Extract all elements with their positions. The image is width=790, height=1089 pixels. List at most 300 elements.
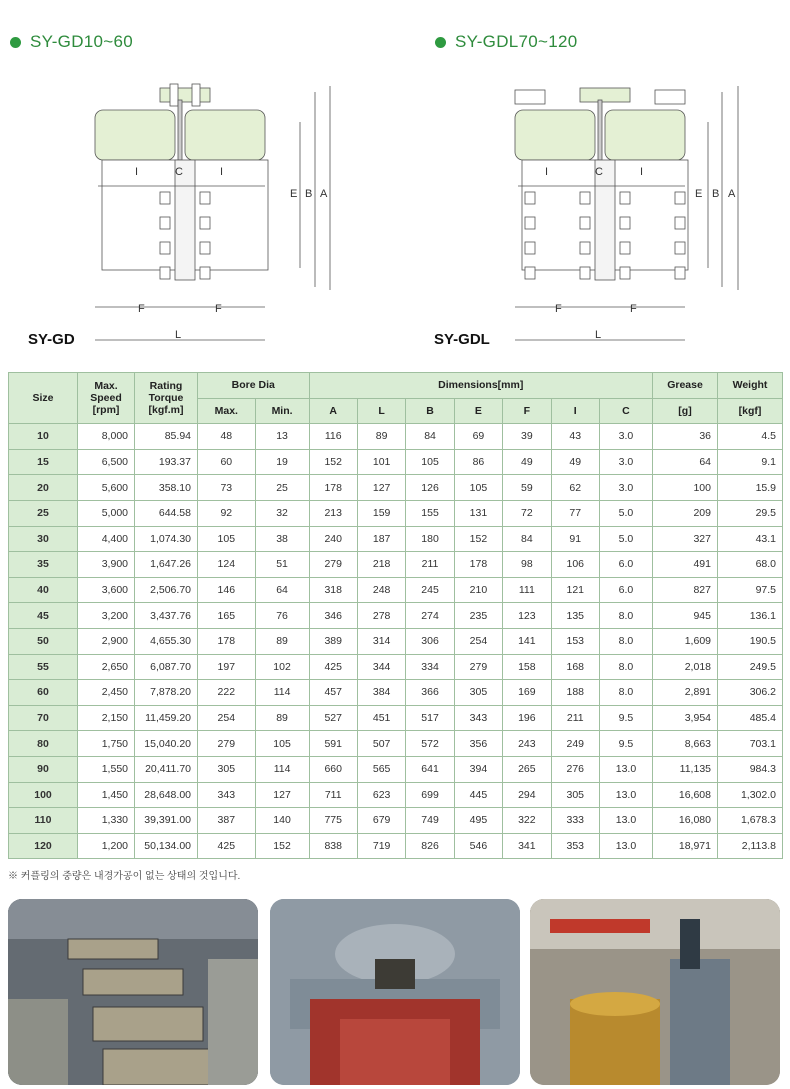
table-cell: 984.3 bbox=[718, 756, 783, 782]
table-cell: 305 bbox=[551, 782, 599, 808]
table-cell: 100 bbox=[9, 782, 78, 808]
table-row bbox=[9, 833, 783, 859]
table-cell: 6,500 bbox=[78, 449, 135, 475]
table-cell: 193.37 bbox=[135, 449, 198, 475]
table-cell: 591 bbox=[309, 731, 357, 757]
table-row bbox=[9, 577, 783, 603]
table-cell: 49 bbox=[551, 449, 599, 475]
table-cell: 28,648.00 bbox=[135, 782, 198, 808]
table-cell: 457 bbox=[309, 680, 357, 706]
table-cell: 517 bbox=[406, 705, 454, 731]
series-header-left bbox=[10, 32, 133, 52]
series-header-right bbox=[435, 32, 578, 52]
table-cell: 49 bbox=[503, 449, 551, 475]
table-cell: 507 bbox=[357, 731, 405, 757]
table-cell: 495 bbox=[454, 808, 502, 834]
dim-label-a: A bbox=[320, 188, 328, 200]
table-cell: 3,437.76 bbox=[135, 603, 198, 629]
table-cell: 209 bbox=[653, 500, 718, 526]
table-cell: 240 bbox=[309, 526, 357, 552]
table-cell: 36 bbox=[653, 424, 718, 450]
table-cell: 30 bbox=[9, 526, 78, 552]
table-row bbox=[9, 731, 783, 757]
table-cell: 72 bbox=[503, 500, 551, 526]
table-cell: 187 bbox=[357, 526, 405, 552]
table-row bbox=[9, 756, 783, 782]
table-cell: 120 bbox=[9, 833, 78, 859]
table-cell: 1,550 bbox=[78, 756, 135, 782]
col-weight: Weight bbox=[718, 373, 783, 399]
table-cell: 1,330 bbox=[78, 808, 135, 834]
table-cell: 39,391.00 bbox=[135, 808, 198, 834]
table-cell: 15 bbox=[9, 449, 78, 475]
dim-label-c: C bbox=[595, 166, 603, 178]
table-cell: 101 bbox=[357, 449, 405, 475]
table-cell: 294 bbox=[503, 782, 551, 808]
table-cell: 9.5 bbox=[599, 731, 652, 757]
spec-table bbox=[8, 372, 783, 859]
table-cell: 64 bbox=[255, 577, 309, 603]
col-dimensions: Dimensions[mm] bbox=[309, 373, 652, 399]
table-cell: 838 bbox=[309, 833, 357, 859]
table-cell: 491 bbox=[653, 552, 718, 578]
table-cell: 1,302.0 bbox=[718, 782, 783, 808]
table-cell: 318 bbox=[309, 577, 357, 603]
table-cell: 343 bbox=[454, 705, 502, 731]
table-cell: 38 bbox=[255, 526, 309, 552]
col-torque: Rating Torque [kgf.m] bbox=[135, 373, 198, 424]
col-grease: Grease bbox=[653, 373, 718, 399]
photo-coupling-line bbox=[8, 899, 258, 1085]
drawing-label-sy-gd: SY-GD bbox=[28, 331, 75, 348]
table-cell: 826 bbox=[406, 833, 454, 859]
table-cell: 89 bbox=[357, 424, 405, 450]
table-cell: 314 bbox=[357, 628, 405, 654]
table-cell: 29.5 bbox=[718, 500, 783, 526]
table-cell: 178 bbox=[454, 552, 502, 578]
table-row bbox=[9, 808, 783, 834]
table-cell: 344 bbox=[357, 654, 405, 680]
table-cell: 165 bbox=[198, 603, 256, 629]
table-cell: 126 bbox=[406, 475, 454, 501]
table-cell: 190.5 bbox=[718, 628, 783, 654]
table-cell: 679 bbox=[357, 808, 405, 834]
table-cell: 546 bbox=[454, 833, 502, 859]
table-cell: 333 bbox=[551, 808, 599, 834]
table-cell: 69 bbox=[454, 424, 502, 450]
table-cell: 279 bbox=[454, 654, 502, 680]
table-cell: 43 bbox=[551, 424, 599, 450]
table-cell: 152 bbox=[255, 833, 309, 859]
table-cell: 9.1 bbox=[718, 449, 783, 475]
table-cell: 254 bbox=[454, 628, 502, 654]
table-cell: 105 bbox=[198, 526, 256, 552]
table-cell: 178 bbox=[198, 628, 256, 654]
table-cell: 178 bbox=[309, 475, 357, 501]
table-row bbox=[9, 526, 783, 552]
table-cell: 2,891 bbox=[653, 680, 718, 706]
dim-label-f: F bbox=[555, 303, 562, 315]
table-cell: 1,609 bbox=[653, 628, 718, 654]
table-cell: 40 bbox=[9, 577, 78, 603]
table-cell: 5,600 bbox=[78, 475, 135, 501]
dim-label-e: E bbox=[695, 188, 703, 200]
table-cell: 90 bbox=[9, 756, 78, 782]
table-cell: 18,971 bbox=[653, 833, 718, 859]
table-cell: 15.9 bbox=[718, 475, 783, 501]
table-cell: 180 bbox=[406, 526, 454, 552]
table-cell: 254 bbox=[198, 705, 256, 731]
table-row bbox=[9, 680, 783, 706]
series-title-left: SY-GD10~60 bbox=[30, 32, 134, 51]
table-cell: 749 bbox=[406, 808, 454, 834]
table-cell: 210 bbox=[454, 577, 502, 603]
weight-note: ※ 커플링의 중량은 내경가공이 없는 상태의 것입니다. bbox=[8, 871, 241, 882]
col-grease-unit: [g] bbox=[653, 398, 718, 424]
table-cell: 136.1 bbox=[718, 603, 783, 629]
table-cell: 306 bbox=[406, 628, 454, 654]
table-cell: 305 bbox=[454, 680, 502, 706]
table-cell: 451 bbox=[357, 705, 405, 731]
table-row bbox=[9, 424, 783, 450]
table-cell: 699 bbox=[406, 782, 454, 808]
table-cell: 196 bbox=[503, 705, 551, 731]
table-cell: 68.0 bbox=[718, 552, 783, 578]
dim-label-f: F bbox=[215, 303, 222, 315]
table-cell: 11,135 bbox=[653, 756, 718, 782]
table-cell: 265 bbox=[503, 756, 551, 782]
table-cell: 222 bbox=[198, 680, 256, 706]
table-cell: 5.0 bbox=[599, 526, 652, 552]
table-cell: 43.1 bbox=[718, 526, 783, 552]
table-row bbox=[9, 552, 783, 578]
table-cell: 6,087.70 bbox=[135, 654, 198, 680]
table-cell: 32 bbox=[255, 500, 309, 526]
table-cell: 140 bbox=[255, 808, 309, 834]
table-cell: 306.2 bbox=[718, 680, 783, 706]
table-cell: 59 bbox=[503, 475, 551, 501]
table-cell: 274 bbox=[406, 603, 454, 629]
table-cell: 3,954 bbox=[653, 705, 718, 731]
table-cell: 76 bbox=[255, 603, 309, 629]
table-cell: 8,000 bbox=[78, 424, 135, 450]
table-cell: 2,506.70 bbox=[135, 577, 198, 603]
table-cell: 123 bbox=[503, 603, 551, 629]
drawing-label-sy-gdl: SY-GDL bbox=[434, 331, 490, 348]
table-cell: 105 bbox=[454, 475, 502, 501]
table-cell: 5.0 bbox=[599, 500, 652, 526]
table-cell: 827 bbox=[653, 577, 718, 603]
table-cell: 322 bbox=[503, 808, 551, 834]
col-c: C bbox=[599, 398, 652, 424]
table-cell: 4.5 bbox=[718, 424, 783, 450]
table-cell: 249 bbox=[551, 731, 599, 757]
table-cell: 8,663 bbox=[653, 731, 718, 757]
col-a: A bbox=[309, 398, 357, 424]
table-cell: 1,450 bbox=[78, 782, 135, 808]
table-cell: 169 bbox=[503, 680, 551, 706]
dim-label-b: B bbox=[305, 188, 313, 200]
table-cell: 116 bbox=[309, 424, 357, 450]
table-cell: 153 bbox=[551, 628, 599, 654]
table-cell: 213 bbox=[309, 500, 357, 526]
bullet-icon bbox=[435, 37, 446, 48]
table-cell: 127 bbox=[357, 475, 405, 501]
table-cell: 334 bbox=[406, 654, 454, 680]
table-cell: 13.0 bbox=[599, 833, 652, 859]
table-cell: 425 bbox=[309, 654, 357, 680]
table-cell: 13.0 bbox=[599, 782, 652, 808]
table-cell: 98 bbox=[503, 552, 551, 578]
table-cell: 235 bbox=[454, 603, 502, 629]
col-bore-min: Min. bbox=[255, 398, 309, 424]
table-cell: 159 bbox=[357, 500, 405, 526]
table-cell: 305 bbox=[198, 756, 256, 782]
spec-table-body bbox=[9, 424, 783, 859]
table-cell: 13.0 bbox=[599, 808, 652, 834]
table-cell: 5,000 bbox=[78, 500, 135, 526]
table-cell: 279 bbox=[198, 731, 256, 757]
table-cell: 445 bbox=[454, 782, 502, 808]
table-cell: 152 bbox=[309, 449, 357, 475]
table-cell: 60 bbox=[9, 680, 78, 706]
table-cell: 425 bbox=[198, 833, 256, 859]
table-cell: 102 bbox=[255, 654, 309, 680]
photo-fan-installation bbox=[270, 899, 520, 1085]
table-cell: 719 bbox=[357, 833, 405, 859]
table-cell: 279 bbox=[309, 552, 357, 578]
table-cell: 85.94 bbox=[135, 424, 198, 450]
table-row bbox=[9, 500, 783, 526]
col-b: B bbox=[406, 398, 454, 424]
table-cell: 1,678.3 bbox=[718, 808, 783, 834]
dim-label-l: L bbox=[175, 329, 182, 341]
series-title-right: SY-GDL70~120 bbox=[455, 32, 578, 51]
table-cell: 80 bbox=[9, 731, 78, 757]
table-cell: 10 bbox=[9, 424, 78, 450]
table-cell: 152 bbox=[454, 526, 502, 552]
table-cell: 8.0 bbox=[599, 680, 652, 706]
table-cell: 127 bbox=[255, 782, 309, 808]
table-cell: 356 bbox=[454, 731, 502, 757]
table-row bbox=[9, 705, 783, 731]
dim-label-a: A bbox=[728, 188, 736, 200]
dim-label-i: I bbox=[640, 166, 644, 178]
table-cell: 703.1 bbox=[718, 731, 783, 757]
table-cell: 168 bbox=[551, 654, 599, 680]
table-cell: 1,750 bbox=[78, 731, 135, 757]
table-cell: 211 bbox=[406, 552, 454, 578]
table-cell: 8.0 bbox=[599, 654, 652, 680]
table-cell: 660 bbox=[309, 756, 357, 782]
dim-label-b: B bbox=[712, 188, 720, 200]
table-cell: 3.0 bbox=[599, 475, 652, 501]
table-cell: 141 bbox=[503, 628, 551, 654]
table-row bbox=[9, 628, 783, 654]
table-cell: 121 bbox=[551, 577, 599, 603]
table-cell: 245 bbox=[406, 577, 454, 603]
table-cell: 1,647.26 bbox=[135, 552, 198, 578]
table-cell: 485.4 bbox=[718, 705, 783, 731]
table-cell: 8.0 bbox=[599, 603, 652, 629]
table-cell: 6.0 bbox=[599, 577, 652, 603]
table-cell: 346 bbox=[309, 603, 357, 629]
dim-label-f: F bbox=[138, 303, 145, 315]
table-cell: 20,411.70 bbox=[135, 756, 198, 782]
table-cell: 276 bbox=[551, 756, 599, 782]
table-row bbox=[9, 449, 783, 475]
table-cell: 114 bbox=[255, 756, 309, 782]
table-cell: 218 bbox=[357, 552, 405, 578]
table-cell: 394 bbox=[454, 756, 502, 782]
dim-label-i: I bbox=[545, 166, 549, 178]
table-cell: 7,878.20 bbox=[135, 680, 198, 706]
table-row bbox=[9, 603, 783, 629]
table-cell: 50,134.00 bbox=[135, 833, 198, 859]
table-cell: 565 bbox=[357, 756, 405, 782]
table-cell: 945 bbox=[653, 603, 718, 629]
table-cell: 2,018 bbox=[653, 654, 718, 680]
table-cell: 73 bbox=[198, 475, 256, 501]
table-cell: 341 bbox=[503, 833, 551, 859]
table-cell: 91 bbox=[551, 526, 599, 552]
col-l: L bbox=[357, 398, 405, 424]
table-cell: 3.0 bbox=[599, 449, 652, 475]
table-cell: 8.0 bbox=[599, 628, 652, 654]
table-cell: 111 bbox=[503, 577, 551, 603]
table-row bbox=[9, 782, 783, 808]
table-cell: 64 bbox=[653, 449, 718, 475]
col-size: Size bbox=[9, 373, 78, 424]
table-cell: 77 bbox=[551, 500, 599, 526]
table-cell: 114 bbox=[255, 680, 309, 706]
table-cell: 384 bbox=[357, 680, 405, 706]
table-cell: 16,080 bbox=[653, 808, 718, 834]
drawing-sy-gd bbox=[10, 82, 370, 352]
table-cell: 1,074.30 bbox=[135, 526, 198, 552]
table-cell: 249.5 bbox=[718, 654, 783, 680]
table-cell: 644.58 bbox=[135, 500, 198, 526]
table-cell: 327 bbox=[653, 526, 718, 552]
table-cell: 131 bbox=[454, 500, 502, 526]
table-cell: 278 bbox=[357, 603, 405, 629]
col-weight-unit: [kgf] bbox=[718, 398, 783, 424]
table-cell: 2,650 bbox=[78, 654, 135, 680]
table-cell: 243 bbox=[503, 731, 551, 757]
table-cell: 9.5 bbox=[599, 705, 652, 731]
table-cell: 3,600 bbox=[78, 577, 135, 603]
table-cell: 146 bbox=[198, 577, 256, 603]
table-cell: 197 bbox=[198, 654, 256, 680]
dim-label-i: I bbox=[135, 166, 139, 178]
table-cell: 2,450 bbox=[78, 680, 135, 706]
table-cell: 62 bbox=[551, 475, 599, 501]
table-row bbox=[9, 654, 783, 680]
table-cell: 389 bbox=[309, 628, 357, 654]
table-cell: 775 bbox=[309, 808, 357, 834]
table-cell: 25 bbox=[255, 475, 309, 501]
table-cell: 124 bbox=[198, 552, 256, 578]
col-bore: Bore Dia bbox=[198, 373, 310, 399]
table-cell: 105 bbox=[255, 731, 309, 757]
table-cell: 623 bbox=[357, 782, 405, 808]
table-cell: 70 bbox=[9, 705, 78, 731]
dim-label-e: E bbox=[290, 188, 298, 200]
table-cell: 48 bbox=[198, 424, 256, 450]
table-cell: 527 bbox=[309, 705, 357, 731]
table-cell: 50 bbox=[9, 628, 78, 654]
table-cell: 84 bbox=[503, 526, 551, 552]
table-cell: 35 bbox=[9, 552, 78, 578]
table-cell: 106 bbox=[551, 552, 599, 578]
table-cell: 13 bbox=[255, 424, 309, 450]
table-cell: 358.10 bbox=[135, 475, 198, 501]
table-cell: 39 bbox=[503, 424, 551, 450]
table-cell: 4,400 bbox=[78, 526, 135, 552]
table-cell: 110 bbox=[9, 808, 78, 834]
table-cell: 188 bbox=[551, 680, 599, 706]
table-cell: 2,113.8 bbox=[718, 833, 783, 859]
drawing-sy-gdl bbox=[430, 82, 790, 352]
table-cell: 211 bbox=[551, 705, 599, 731]
table-cell: 20 bbox=[9, 475, 78, 501]
dim-label-l: L bbox=[595, 329, 602, 341]
table-cell: 155 bbox=[406, 500, 454, 526]
table-cell: 19 bbox=[255, 449, 309, 475]
table-cell: 13.0 bbox=[599, 756, 652, 782]
dim-label-f: F bbox=[630, 303, 637, 315]
table-cell: 97.5 bbox=[718, 577, 783, 603]
table-cell: 105 bbox=[406, 449, 454, 475]
table-cell: 25 bbox=[9, 500, 78, 526]
table-cell: 92 bbox=[198, 500, 256, 526]
table-cell: 89 bbox=[255, 705, 309, 731]
table-cell: 366 bbox=[406, 680, 454, 706]
table-cell: 3,200 bbox=[78, 603, 135, 629]
col-e: E bbox=[454, 398, 502, 424]
table-cell: 45 bbox=[9, 603, 78, 629]
table-cell: 343 bbox=[198, 782, 256, 808]
table-cell: 353 bbox=[551, 833, 599, 859]
table-cell: 572 bbox=[406, 731, 454, 757]
table-cell: 4,655.30 bbox=[135, 628, 198, 654]
dim-label-c: C bbox=[175, 166, 183, 178]
table-cell: 2,900 bbox=[78, 628, 135, 654]
table-cell: 387 bbox=[198, 808, 256, 834]
table-cell: 100 bbox=[653, 475, 718, 501]
col-f: F bbox=[503, 398, 551, 424]
dim-label-i: I bbox=[220, 166, 224, 178]
table-cell: 60 bbox=[198, 449, 256, 475]
table-cell: 86 bbox=[454, 449, 502, 475]
table-cell: 248 bbox=[357, 577, 405, 603]
table-cell: 16,608 bbox=[653, 782, 718, 808]
table-cell: 11,459.20 bbox=[135, 705, 198, 731]
table-cell: 135 bbox=[551, 603, 599, 629]
table-cell: 55 bbox=[9, 654, 78, 680]
table-cell: 15,040.20 bbox=[135, 731, 198, 757]
table-cell: 6.0 bbox=[599, 552, 652, 578]
table-cell: 158 bbox=[503, 654, 551, 680]
table-cell: 3,900 bbox=[78, 552, 135, 578]
table-cell: 1,200 bbox=[78, 833, 135, 859]
col-speed: Max. Speed [rpm] bbox=[78, 373, 135, 424]
col-bore-max: Max. bbox=[198, 398, 256, 424]
table-cell: 89 bbox=[255, 628, 309, 654]
table-cell: 84 bbox=[406, 424, 454, 450]
table-row bbox=[9, 475, 783, 501]
photo-factory-assembly bbox=[530, 899, 780, 1085]
